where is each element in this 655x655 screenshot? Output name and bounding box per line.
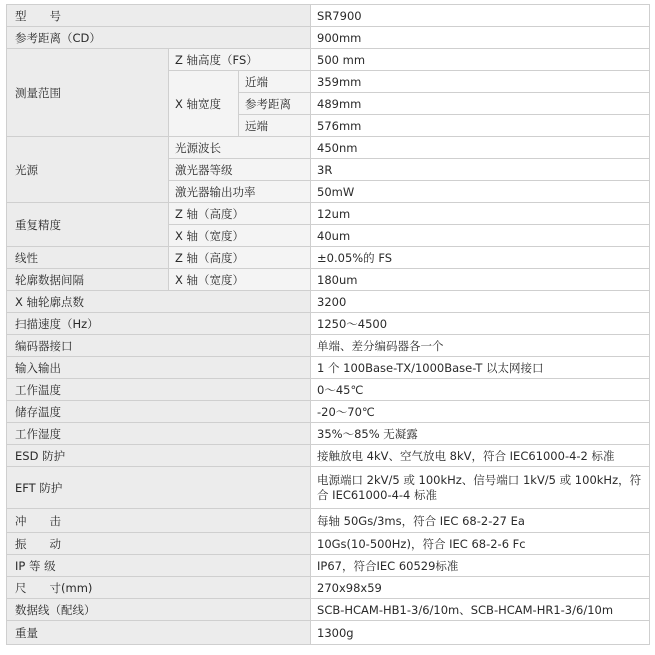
table-row: [7, 423, 650, 445]
row-value: 1300g: [311, 621, 650, 645]
spec-table: [6, 4, 650, 645]
row-value: 接触放电 4kV、空气放电 8kV，符合 IEC61000-4-2 标准: [311, 445, 650, 467]
row-label: 尺 寸(mm): [7, 577, 311, 599]
table-row: [7, 291, 650, 313]
row-label: 参考距离（CD）: [7, 27, 311, 49]
row-value: 489mm: [311, 93, 650, 115]
row-label: 重量: [7, 621, 311, 645]
row-label: 储存温度: [7, 401, 311, 423]
row-value: 900mm: [311, 27, 650, 49]
row-value: 单端、差分编码器各一个: [311, 335, 650, 357]
row-value: 180um: [311, 269, 650, 291]
sub-sub-label: 参考距离: [239, 93, 311, 115]
table-row: [7, 313, 650, 335]
sub-sub-label: 远端: [239, 115, 311, 137]
row-value: 50mW: [311, 181, 650, 203]
row-value: IP67，符合IEC 60529标准: [311, 555, 650, 577]
table-row: [7, 247, 650, 269]
row-label: 重复精度: [7, 203, 169, 247]
row-value: 10Gs(10-500Hz)，符合 IEC 68-2-6 Fc: [311, 533, 650, 555]
row-value: 0～45℃: [311, 379, 650, 401]
row-label: 测量范围: [7, 49, 169, 137]
row-value: SCB-HCAM-HB1-3/6/10m、SCB-HCAM-HR1-3/6/10m: [311, 599, 650, 621]
row-label: 工作温度: [7, 379, 311, 401]
sub-label: Z 轴（高度）: [169, 247, 311, 269]
row-label: 轮廓数据间隔: [7, 269, 169, 291]
row-label: 数据线（配线）: [7, 599, 311, 621]
row-value: 电源端口 2kV/5 或 100kHz、信号端口 1kV/5 或 100kHz，符合 IEC61000-4-4 标准: [311, 467, 650, 509]
sub-label: X 轴（宽度）: [169, 225, 311, 247]
row-value: 40um: [311, 225, 650, 247]
row-label: 光源: [7, 137, 169, 203]
sub-label: X 轴（宽度）: [169, 269, 311, 291]
table-row: [7, 621, 650, 645]
row-label: IP 等 级: [7, 555, 311, 577]
sub-label: Z 轴（高度）: [169, 203, 311, 225]
sub-label: 激光器输出功率: [169, 181, 311, 203]
row-label: EFT 防护: [7, 467, 311, 509]
table-row: [7, 379, 650, 401]
table-row: [7, 5, 650, 27]
row-label: 振 动: [7, 533, 311, 555]
row-value: 450nm: [311, 137, 650, 159]
table-row: [7, 401, 650, 423]
row-value: 1 个 100Base-TX/1000Base-T 以太网接口: [311, 357, 650, 379]
row-value: 576mm: [311, 115, 650, 137]
row-value: 359mm: [311, 71, 650, 93]
row-label: 型 号: [7, 5, 311, 27]
sub-sub-label: 近端: [239, 71, 311, 93]
table-row: [7, 555, 650, 577]
row-value: 35%～85% 无凝露: [311, 423, 650, 445]
table-row: [7, 335, 650, 357]
table-row: [7, 137, 650, 159]
sub-label: Z 轴高度（FS）: [169, 49, 311, 71]
table-row: [7, 27, 650, 49]
row-value: SR7900: [311, 5, 650, 27]
table-row: [7, 203, 650, 225]
row-value: -20～70℃: [311, 401, 650, 423]
row-value: 1250～4500: [311, 313, 650, 335]
row-value: ±0.05%的 FS: [311, 247, 650, 269]
row-label: 编码器接口: [7, 335, 311, 357]
sub-label: X 轴宽度: [169, 71, 239, 137]
table-row: [7, 577, 650, 599]
row-label: 工作湿度: [7, 423, 311, 445]
row-label: 冲 击: [7, 509, 311, 533]
row-label: 扫描速度（Hz）: [7, 313, 311, 335]
row-label: ESD 防护: [7, 445, 311, 467]
row-value: 每轴 50Gs/3ms，符合 IEC 68-2-27 Ea: [311, 509, 650, 533]
table-row: [7, 509, 650, 533]
row-value: 500 mm: [311, 49, 650, 71]
table-row: [7, 269, 650, 291]
table-row: [7, 467, 650, 509]
row-value: 3R: [311, 159, 650, 181]
table-row: [7, 445, 650, 467]
row-label: X 轴轮廓点数: [7, 291, 311, 313]
row-label: 输入输出: [7, 357, 311, 379]
table-row: [7, 357, 650, 379]
row-value: 3200: [311, 291, 650, 313]
table-row: [7, 599, 650, 621]
table-row: [7, 533, 650, 555]
row-label: 线性: [7, 247, 169, 269]
sub-label: 光源波长: [169, 137, 311, 159]
row-value: 12um: [311, 203, 650, 225]
sub-label: 激光器等级: [169, 159, 311, 181]
row-value: 270x98x59: [311, 577, 650, 599]
table-row: [7, 49, 650, 71]
